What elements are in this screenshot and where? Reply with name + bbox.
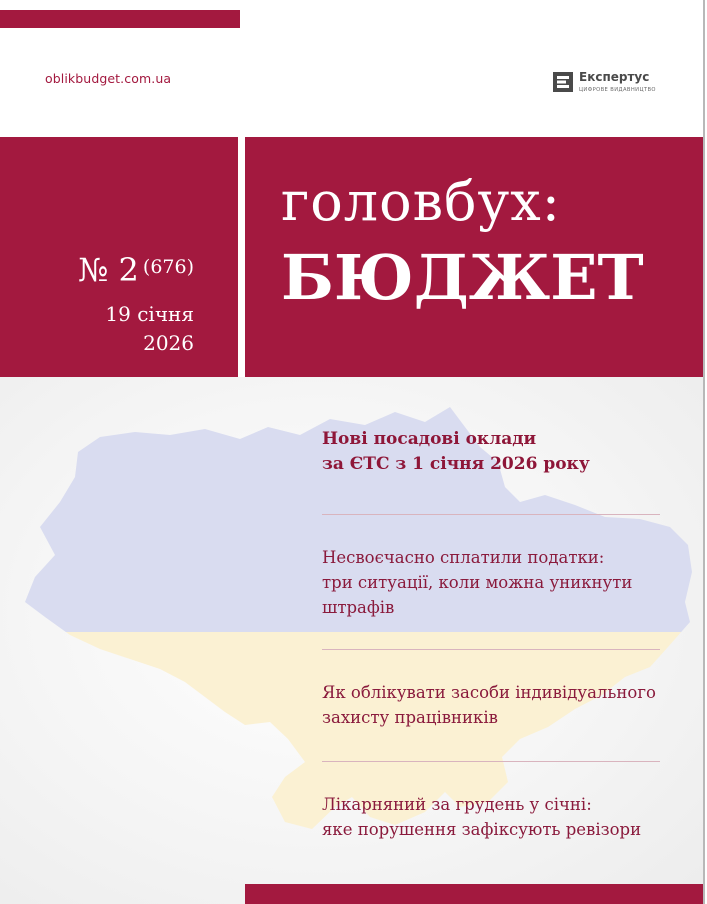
issue-date	[44, 300, 194, 358]
top-accent-bar	[0, 10, 240, 28]
article-2[interactable]	[322, 545, 662, 620]
issue-block	[0, 137, 238, 377]
article-4[interactable]	[322, 792, 662, 842]
article-3-line1: Як облікувати засоби індивідуального	[322, 683, 656, 702]
article-1[interactable]	[322, 427, 662, 477]
divider	[322, 761, 660, 762]
expertus-logo-icon	[553, 72, 573, 92]
divider	[322, 514, 660, 515]
masthead-title-line2: БЮДЖЕТ	[281, 241, 644, 314]
publisher-logo	[553, 70, 668, 98]
article-2-line1: Несвоєчасно сплатили податки:	[322, 548, 605, 567]
article-2-line3: штрафів	[322, 598, 395, 617]
article-1-line2: за ЄТС з 1 січня 2026 року	[322, 454, 590, 474]
publisher-name: Експертус	[579, 70, 650, 84]
article-4-line2: яке порушення зафіксують ревізори	[322, 820, 642, 839]
issue-year: 2026	[143, 331, 194, 355]
article-1-line1: Нові посадові оклади	[322, 429, 537, 449]
issue-number	[78, 251, 194, 289]
issue-total: (676)	[142, 256, 194, 278]
website-link[interactable]: oblikbudget.com.ua	[45, 71, 172, 86]
bottom-accent-bar	[245, 884, 705, 904]
article-2-line2: три ситуації, коли можна уникнути	[322, 573, 633, 592]
divider	[322, 649, 660, 650]
masthead-block	[245, 137, 705, 377]
cover-content	[0, 377, 705, 904]
issue-day-month: 19 січня	[105, 302, 194, 326]
article-4-line1: Лікарняний за грудень у січні:	[322, 795, 592, 814]
article-3[interactable]	[322, 680, 662, 730]
article-3-line2: захисту працівників	[322, 708, 498, 727]
issue-number-main: № 2	[78, 251, 139, 289]
publisher-tagline: ЦИФРОВЕ ВИДАВНИЦТВО	[579, 87, 656, 93]
masthead-title-line1: головбух:	[281, 170, 561, 233]
